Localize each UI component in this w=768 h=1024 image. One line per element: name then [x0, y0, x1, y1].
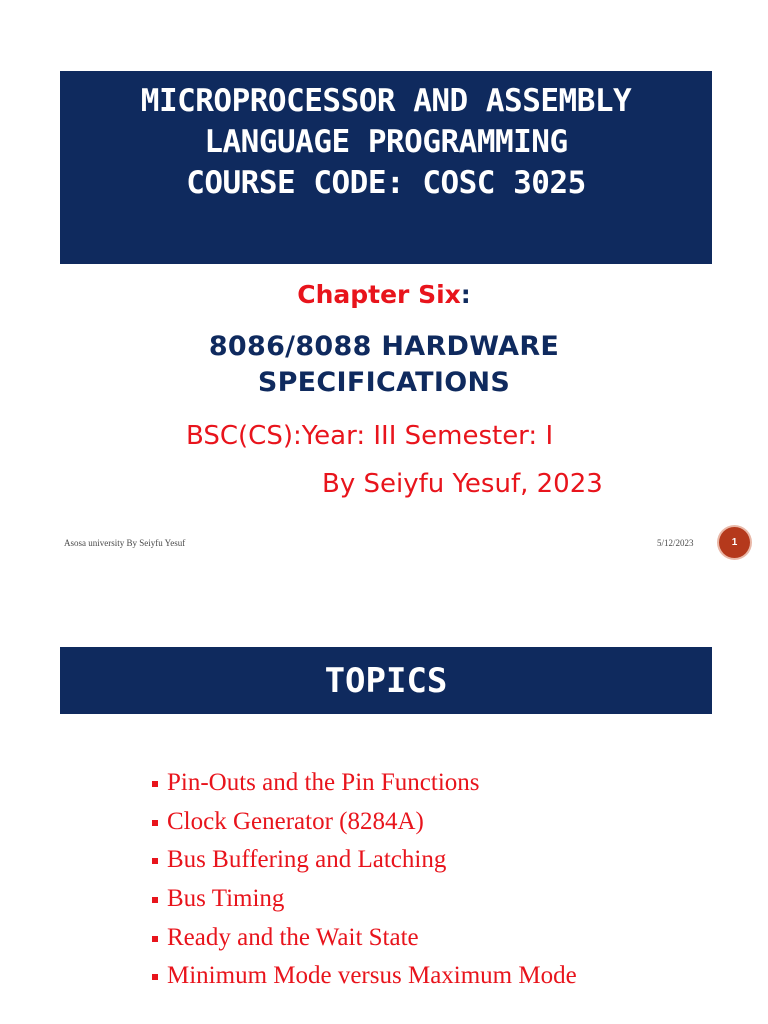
author-info: By Seiyfu Yesuf, 2023 [322, 469, 603, 499]
course-code-line: COURSE CODE: COSC 3025 [186, 165, 586, 201]
topic-text: Clock Generator (8284A) [167, 807, 424, 835]
program-info: BSC(CS):Year: III Semester: I [186, 421, 554, 451]
footer-date: 5/12/2023 [657, 538, 694, 548]
topic-text: Pin-Outs and the Pin Functions [167, 769, 480, 797]
topic-item [152, 841, 577, 880]
chapter-subtitle-line-2: SPECIFICATIONS [257, 367, 511, 398]
square-bullet-icon [152, 936, 158, 942]
chapter-heading [0, 280, 768, 309]
topics-heading: TOPICS [324, 660, 448, 701]
square-bullet-icon [152, 897, 158, 903]
title-banner [60, 71, 712, 264]
square-bullet-icon [152, 820, 158, 826]
topic-item [152, 764, 577, 803]
topic-list [152, 764, 577, 996]
topic-item [152, 957, 577, 996]
topic-item [152, 803, 577, 842]
square-bullet-icon [152, 781, 158, 787]
square-bullet-icon [152, 974, 158, 980]
page-number: 1 [731, 537, 738, 548]
footer-institution: Asosa university By Seiyfu Yesuf [64, 538, 186, 548]
chapter-label: Chapter Six [297, 280, 461, 309]
square-bullet-icon [152, 858, 158, 864]
topic-text: Ready and the Wait State [167, 923, 419, 951]
topic-item [152, 880, 577, 919]
page-number-badge [719, 527, 750, 558]
topics-banner [60, 647, 712, 714]
course-title-line-2: LANGUAGE PROGRAMMING [204, 124, 568, 160]
chapter-colon: : [460, 280, 471, 309]
chapter-subtitle-line-1: 8086/8088 HARDWARE [208, 331, 560, 362]
topic-text: Bus Timing [167, 885, 285, 913]
topic-item [152, 918, 577, 957]
topic-text: Bus Buffering and Latching [167, 846, 447, 874]
topic-text: Minimum Mode versus Maximum Mode [167, 962, 577, 990]
course-title-line-1: MICROPROCESSOR AND ASSEMBLY [140, 83, 632, 119]
